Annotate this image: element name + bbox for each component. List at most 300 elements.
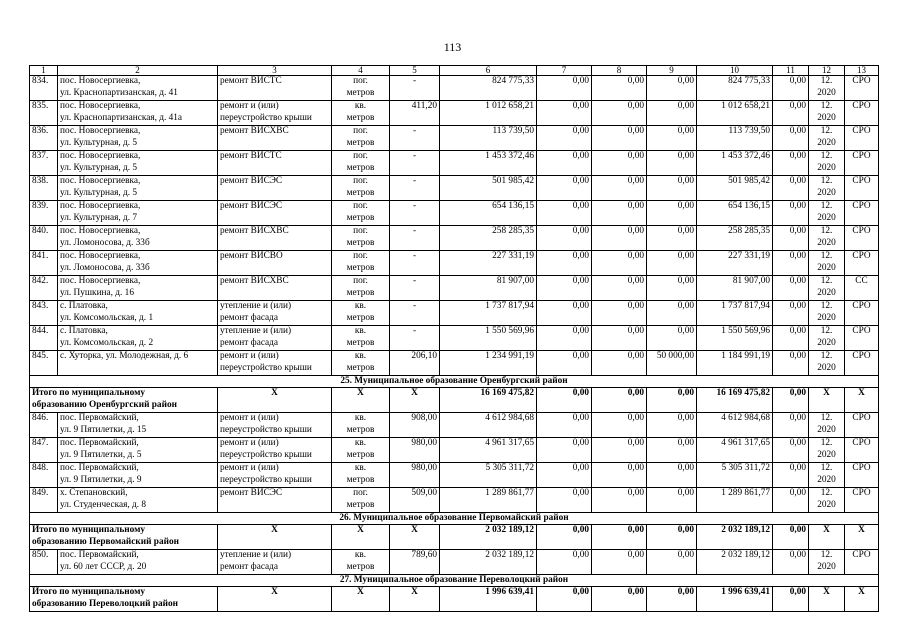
address-cell-line: ул. Комсомольская, д. 2 (60, 337, 154, 348)
deadline-cell-line: 2020 (817, 561, 836, 572)
amount-cell-c10: 654 136,15 (697, 201, 773, 226)
amount-cell-c11: 0,00 (773, 413, 809, 438)
work-type-cell-line: ремонт ВИСЭС (220, 201, 283, 211)
row-number: 840. (30, 226, 58, 251)
address-cell-line: пос. Первомайский, (60, 438, 139, 448)
unit-cell-line: метров (346, 561, 375, 572)
amount-cell-c10: 113 739,50 (697, 126, 773, 151)
amount-cell-c8: 0,00 (592, 326, 647, 351)
amount-cell-c6: 81 907,00 (440, 276, 537, 301)
amount-cell-c11: 0,00 (773, 251, 809, 276)
table-row (30, 76, 879, 101)
deadline-cell-line: 12. (820, 301, 833, 311)
column-number: 13 (845, 66, 879, 76)
total-label-line: Итого по муниципальному (32, 587, 146, 597)
deadline-cell-line: 12. (820, 176, 833, 186)
method-cell: СРО (845, 126, 879, 151)
amount-cell-c11: 0,00 (773, 438, 809, 463)
address-cell-line: ул. Комсомольская, д. 1 (60, 312, 154, 323)
work-type-cell (218, 126, 332, 151)
x-mark-cell: X (332, 525, 390, 550)
amount-cell-c9: 0,00 (647, 76, 697, 101)
amount-cell-c6: 1 289 861,77 (440, 488, 537, 513)
address-cell-line: ул. 9 Пятилетки, д. 9 (60, 474, 142, 485)
unit-cell-line: пог. (353, 201, 368, 211)
repair-program-table (29, 65, 879, 612)
unit-cell-line: метров (346, 137, 375, 148)
amount-cell-c10: 81 907,00 (697, 276, 773, 301)
amount-cell-c7: 0,00 (537, 463, 592, 488)
address-cell (58, 301, 218, 326)
work-type-cell (218, 413, 332, 438)
unit-cell-line: метров (346, 449, 375, 460)
address-cell-line: ул. Студенческая, д. 8 (60, 499, 147, 510)
area-cell: 789,60 (390, 550, 440, 575)
column-number: 2 (58, 66, 218, 76)
deadline-cell (809, 301, 845, 326)
column-number: 9 (647, 66, 697, 76)
row-number: 837. (30, 151, 58, 176)
deadline-cell-line: 2020 (817, 112, 836, 123)
table-row (30, 251, 879, 276)
table-row (30, 151, 879, 176)
address-cell-line: ул. Пушкина, д. 16 (60, 287, 134, 298)
deadline-cell-line: 2020 (817, 312, 836, 323)
deadline-cell-line: 12. (820, 126, 833, 136)
total-amount-c9: 0,00 (647, 388, 697, 413)
address-cell-line: ул. Краснопартизанская, д. 41а (60, 112, 183, 123)
amount-cell-c10: 1 289 861,77 (697, 488, 773, 513)
work-type-cell-line: переустройство крыши (220, 424, 312, 435)
amount-cell-c7: 0,00 (537, 251, 592, 276)
deadline-cell-line: 12. (820, 550, 833, 560)
address-cell-line: пос. Новосергиевка, (60, 151, 141, 161)
address-cell (58, 101, 218, 126)
amount-cell-c8: 0,00 (592, 151, 647, 176)
address-cell-line: х. Степановский, (60, 488, 128, 498)
deadline-cell (809, 326, 845, 351)
total-label-line: Итого по муниципальному (32, 388, 146, 398)
amount-cell-c11: 0,00 (773, 226, 809, 251)
total-amount-c10: 16 169 475,82 (697, 388, 773, 413)
method-cell: СРО (845, 351, 879, 376)
table-row (30, 276, 879, 301)
deadline-cell-line: 12. (820, 326, 833, 336)
x-mark-cell: X (218, 587, 332, 612)
method-cell: СРО (845, 151, 879, 176)
area-cell: - (390, 276, 440, 301)
unit-cell (332, 463, 390, 488)
unit-cell (332, 413, 390, 438)
amount-cell-c8: 0,00 (592, 438, 647, 463)
total-amount-c6: 16 169 475,82 (440, 388, 537, 413)
unit-cell (332, 176, 390, 201)
unit-cell-line: пог. (353, 276, 368, 286)
deadline-cell-line: 2020 (817, 262, 836, 273)
row-number: 847. (30, 438, 58, 463)
amount-cell-c10: 2 032 189,12 (697, 550, 773, 575)
method-cell: СРО (845, 201, 879, 226)
amount-cell-c11: 0,00 (773, 550, 809, 575)
x-mark-cell: X (809, 388, 845, 413)
unit-cell-line: метров (346, 424, 375, 435)
amount-cell-c10: 1 012 658,21 (697, 101, 773, 126)
table-row (30, 126, 879, 151)
deadline-cell-line: 2020 (817, 474, 836, 485)
work-type-cell-line: утепление и (или) (220, 550, 292, 560)
amount-cell-c6: 258 285,35 (440, 226, 537, 251)
work-type-cell-line: ремонт ВИСВО (220, 251, 283, 261)
total-amount-c11: 0,00 (773, 388, 809, 413)
work-type-cell (218, 550, 332, 575)
amount-cell-c6: 4 612 984,68 (440, 413, 537, 438)
address-cell-line: ул. Ломоносова, д. 33б (60, 237, 150, 248)
address-cell-line: ул. 60 лет СССР, д. 20 (60, 561, 147, 572)
amount-cell-c7: 0,00 (537, 226, 592, 251)
row-number: 848. (30, 463, 58, 488)
deadline-cell (809, 201, 845, 226)
x-mark-cell: X (809, 587, 845, 612)
method-cell: СРО (845, 413, 879, 438)
row-number: 845. (30, 351, 58, 376)
deadline-cell-line: 12. (820, 438, 833, 448)
area-cell: - (390, 226, 440, 251)
amount-cell-c8: 0,00 (592, 201, 647, 226)
unit-cell-line: метров (346, 187, 375, 198)
amount-cell-c11: 0,00 (773, 488, 809, 513)
amount-cell-c8: 0,00 (592, 413, 647, 438)
table-body (30, 66, 879, 612)
deadline-cell (809, 438, 845, 463)
total-row (30, 587, 879, 612)
work-type-cell-line: ремонт фасада (220, 312, 279, 323)
amount-cell-c9: 0,00 (647, 413, 697, 438)
work-type-cell-line: переустройство крыши (220, 112, 312, 123)
amount-cell-c7: 0,00 (537, 488, 592, 513)
work-type-cell (218, 251, 332, 276)
work-type-cell-line: ремонт и (или) (220, 438, 279, 448)
work-type-cell-line: переустройство крыши (220, 449, 312, 460)
total-amount-c8: 0,00 (592, 587, 647, 612)
area-cell: - (390, 201, 440, 226)
section-title: 25. Муниципальное образование Оренбургский район (30, 376, 879, 388)
unit-cell-line: кв. (354, 413, 367, 423)
method-cell: СРО (845, 463, 879, 488)
row-number: 850. (30, 550, 58, 575)
amount-cell-c10: 1 550 569,96 (697, 326, 773, 351)
address-cell (58, 251, 218, 276)
amount-cell-c7: 0,00 (537, 550, 592, 575)
amount-cell-c9: 0,00 (647, 550, 697, 575)
unit-cell-line: кв. (354, 326, 367, 336)
work-type-cell-line: ремонт ВИСТС (220, 76, 282, 86)
table-row (30, 301, 879, 326)
work-type-cell (218, 301, 332, 326)
work-type-cell (218, 176, 332, 201)
address-cell (58, 351, 218, 376)
deadline-cell-line: 2020 (817, 237, 836, 248)
x-mark-cell: X (845, 587, 879, 612)
amount-cell-c8: 0,00 (592, 251, 647, 276)
amount-cell-c9: 0,00 (647, 438, 697, 463)
work-type-cell-line: ремонт ВИСХВС (220, 276, 289, 286)
amount-cell-c9: 0,00 (647, 151, 697, 176)
deadline-cell (809, 550, 845, 575)
column-number: 4 (332, 66, 390, 76)
table-row (30, 226, 879, 251)
unit-cell-line: метров (346, 474, 375, 485)
address-cell-line: пос. Новосергиевка, (60, 226, 141, 236)
amount-cell-c7: 0,00 (537, 413, 592, 438)
total-amount-c7: 0,00 (537, 587, 592, 612)
deadline-cell-line: 2020 (817, 424, 836, 435)
address-cell (58, 226, 218, 251)
address-cell-line: ул. Культурная, д. 7 (60, 212, 138, 223)
amount-cell-c8: 0,00 (592, 550, 647, 575)
section-header-row (30, 575, 879, 587)
deadline-cell-line: 2020 (817, 212, 836, 223)
deadline-cell-line: 2020 (817, 137, 836, 148)
address-cell-line: пос. Первомайский, (60, 550, 139, 560)
work-type-cell (218, 351, 332, 376)
area-cell: 411,20 (390, 101, 440, 126)
address-cell-line: с. Платовка, (60, 301, 108, 311)
section-title: 27. Муниципальное образование Переволоцкий район (30, 575, 879, 587)
area-cell: - (390, 176, 440, 201)
address-cell (58, 550, 218, 575)
address-cell (58, 463, 218, 488)
deadline-cell (809, 351, 845, 376)
amount-cell-c7: 0,00 (537, 301, 592, 326)
deadline-cell-line: 12. (820, 201, 833, 211)
method-cell: СС (845, 276, 879, 301)
unit-cell-line: метров (346, 287, 375, 298)
deadline-cell-line: 2020 (817, 87, 836, 98)
total-amount-c9: 0,00 (647, 587, 697, 612)
deadline-cell-line: 12. (820, 151, 833, 161)
total-label-line: образованию Первомайский район (32, 536, 179, 547)
unit-cell (332, 326, 390, 351)
address-cell (58, 76, 218, 101)
column-number: 5 (390, 66, 440, 76)
total-amount-c8: 0,00 (592, 388, 647, 413)
deadline-cell-line: 12. (820, 463, 833, 473)
amount-cell-c9: 0,00 (647, 126, 697, 151)
amount-cell-c7: 0,00 (537, 351, 592, 376)
unit-cell-line: метров (346, 262, 375, 273)
column-number: 12 (809, 66, 845, 76)
amount-cell-c9: 0,00 (647, 226, 697, 251)
amount-cell-c11: 0,00 (773, 326, 809, 351)
method-cell: СРО (845, 438, 879, 463)
area-cell: 206,10 (390, 351, 440, 376)
total-row (30, 388, 879, 413)
total-amount-c7: 0,00 (537, 388, 592, 413)
x-mark-cell: X (218, 525, 332, 550)
amount-cell-c6: 1 012 658,21 (440, 101, 537, 126)
amount-cell-c8: 0,00 (592, 126, 647, 151)
amount-cell-c9: 0,00 (647, 251, 697, 276)
amount-cell-c11: 0,00 (773, 463, 809, 488)
area-cell: 980,00 (390, 463, 440, 488)
unit-cell-line: кв. (354, 351, 367, 361)
method-cell: СРО (845, 176, 879, 201)
column-number: 8 (592, 66, 647, 76)
work-type-cell-line: ремонт и (или) (220, 101, 279, 111)
amount-cell-c11: 0,00 (773, 351, 809, 376)
row-number: 836. (30, 126, 58, 151)
amount-cell-c6: 113 739,50 (440, 126, 537, 151)
total-label-line: образованию Переволоцкий район (32, 598, 178, 609)
total-label-line: образованию Оренбургский район (32, 399, 177, 410)
amount-cell-c10: 5 305 311,72 (697, 463, 773, 488)
method-cell: СРО (845, 251, 879, 276)
address-cell (58, 413, 218, 438)
section-title: 26. Муниципальное образование Первомайский район (30, 513, 879, 525)
amount-cell-c7: 0,00 (537, 76, 592, 101)
row-number: 846. (30, 413, 58, 438)
amount-cell-c6: 2 032 189,12 (440, 550, 537, 575)
amount-cell-c10: 1 184 991,19 (697, 351, 773, 376)
address-cell (58, 201, 218, 226)
amount-cell-c10: 501 985,42 (697, 176, 773, 201)
unit-cell-line: метров (346, 312, 375, 323)
x-mark-cell: X (390, 525, 440, 550)
unit-cell (332, 226, 390, 251)
amount-cell-c11: 0,00 (773, 126, 809, 151)
address-cell-line: пос. Первомайский, (60, 463, 139, 473)
unit-cell (332, 351, 390, 376)
deadline-cell (809, 413, 845, 438)
address-cell-line: пос. Новосергиевка, (60, 126, 141, 136)
work-type-cell (218, 101, 332, 126)
amount-cell-c6: 1 234 991,19 (440, 351, 537, 376)
unit-cell-line: метров (346, 337, 375, 348)
unit-cell-line: метров (346, 499, 375, 510)
address-cell-line: ул. Краснопартизанская, д. 41 (60, 87, 178, 98)
total-amount-c10: 2 032 189,12 (697, 525, 773, 550)
total-amount-c6: 2 032 189,12 (440, 525, 537, 550)
table-row (30, 463, 879, 488)
work-type-cell (218, 201, 332, 226)
area-cell: - (390, 151, 440, 176)
method-cell: СРО (845, 226, 879, 251)
deadline-cell (809, 226, 845, 251)
table-row (30, 326, 879, 351)
unit-cell-line: пог. (353, 151, 368, 161)
amount-cell-c7: 0,00 (537, 201, 592, 226)
row-number: 835. (30, 101, 58, 126)
address-cell-line: ул. 9 Пятилетки, д. 15 (60, 424, 147, 435)
amount-cell-c11: 0,00 (773, 201, 809, 226)
work-type-cell-line: переустройство крыши (220, 474, 312, 485)
amount-cell-c8: 0,00 (592, 76, 647, 101)
unit-cell-line: метров (346, 362, 375, 373)
address-cell (58, 151, 218, 176)
address-cell-line: пос. Новосергиевка, (60, 201, 141, 211)
amount-cell-c9: 0,00 (647, 176, 697, 201)
area-cell: 980,00 (390, 438, 440, 463)
area-cell: - (390, 326, 440, 351)
unit-cell-line: пог. (353, 176, 368, 186)
amount-cell-c11: 0,00 (773, 276, 809, 301)
unit-cell (332, 101, 390, 126)
amount-cell-c7: 0,00 (537, 151, 592, 176)
x-mark-cell: X (332, 388, 390, 413)
unit-cell-line: метров (346, 112, 375, 123)
deadline-cell (809, 76, 845, 101)
total-label-line: Итого по муниципальному (32, 525, 146, 535)
deadline-cell-line: 2020 (817, 499, 836, 510)
amount-cell-c6: 824 775,33 (440, 76, 537, 101)
table-row (30, 176, 879, 201)
total-amount-c11: 0,00 (773, 587, 809, 612)
address-cell (58, 276, 218, 301)
table-row (30, 438, 879, 463)
amount-cell-c10: 227 331,19 (697, 251, 773, 276)
amount-cell-c9: 0,00 (647, 101, 697, 126)
x-mark-cell: X (809, 525, 845, 550)
area-cell: 908,00 (390, 413, 440, 438)
amount-cell-c9: 0,00 (647, 326, 697, 351)
unit-cell (332, 151, 390, 176)
amount-cell-c8: 0,00 (592, 463, 647, 488)
address-cell-line: пос. Новосергиевка, (60, 101, 141, 111)
table-row (30, 101, 879, 126)
address-cell-line: с. Хуторка, ул. Молодежная, д. 6 (60, 351, 189, 361)
table-row (30, 351, 879, 376)
unit-cell-line: кв. (354, 101, 367, 111)
amount-cell-c10: 4 612 984,68 (697, 413, 773, 438)
method-cell: СРО (845, 550, 879, 575)
address-cell-line: ул. Культурная, д. 5 (60, 137, 138, 148)
unit-cell (332, 550, 390, 575)
amount-cell-c8: 0,00 (592, 488, 647, 513)
x-mark-cell: X (845, 388, 879, 413)
deadline-cell-line: 12. (820, 276, 833, 286)
unit-cell-line: кв. (354, 301, 367, 311)
address-cell-line: пос. Первомайский, (60, 413, 139, 423)
table-row (30, 413, 879, 438)
x-mark-cell: X (845, 525, 879, 550)
amount-cell-c8: 0,00 (592, 276, 647, 301)
amount-cell-c6: 1 453 372,46 (440, 151, 537, 176)
work-type-cell (218, 226, 332, 251)
x-mark-cell: X (332, 587, 390, 612)
column-number: 7 (537, 66, 592, 76)
deadline-cell-line: 2020 (817, 187, 836, 198)
page-number: 113 (443, 40, 462, 54)
amount-cell-c9: 0,00 (647, 463, 697, 488)
amount-cell-c11: 0,00 (773, 76, 809, 101)
work-type-cell (218, 463, 332, 488)
amount-cell-c9: 0,00 (647, 301, 697, 326)
unit-cell (332, 201, 390, 226)
method-cell: СРО (845, 326, 879, 351)
row-number: 834. (30, 76, 58, 101)
total-amount-c10: 1 996 639,41 (697, 587, 773, 612)
work-type-cell-line: переустройство крыши (220, 362, 312, 373)
deadline-cell-line: 2020 (817, 337, 836, 348)
amount-cell-c7: 0,00 (537, 326, 592, 351)
section-header-row (30, 513, 879, 525)
column-number-row (30, 66, 879, 76)
total-label (30, 587, 218, 612)
work-type-cell-line: утепление и (или) (220, 326, 292, 336)
work-type-cell-line: ремонт ВИСХВС (220, 126, 289, 136)
address-cell-line: ул. Культурная, д. 5 (60, 187, 138, 198)
row-number: 838. (30, 176, 58, 201)
